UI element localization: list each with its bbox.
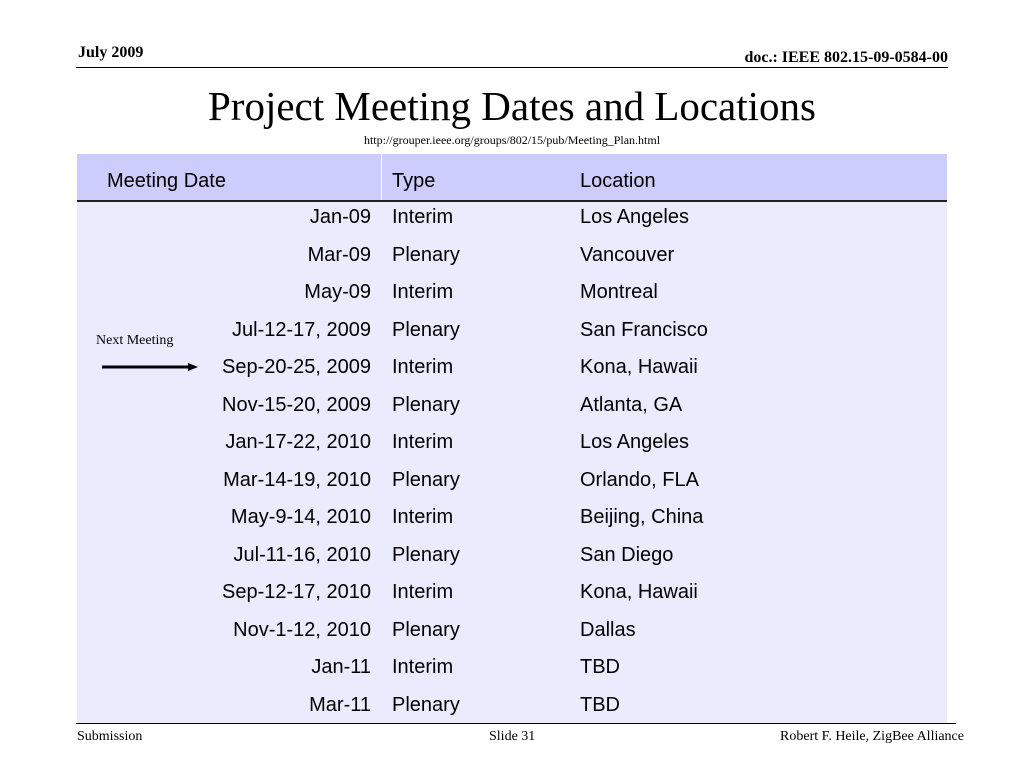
table-row	[77, 426, 947, 463]
meeting-type-cell: Plenary	[392, 318, 460, 341]
footer-rule	[76, 723, 956, 724]
slide-title: Project Meeting Dates and Locations	[208, 83, 816, 129]
meeting-type-cell: Plenary	[392, 618, 460, 641]
table-row	[77, 576, 947, 613]
footer-submission: Submission	[77, 729, 143, 744]
column-header-location: Location	[580, 170, 656, 192]
table-row	[77, 651, 947, 688]
meeting-date-cell: Jul-12-17, 2009	[232, 318, 371, 341]
meeting-date-cell: May-09	[304, 281, 371, 303]
table-row	[77, 314, 947, 351]
header-rule	[76, 67, 948, 68]
meeting-date-cell: Mar-14-19, 2010	[223, 468, 371, 491]
table-row	[77, 201, 947, 238]
column-header-type: Type	[392, 170, 436, 192]
meeting-location-cell: San Francisco	[580, 318, 708, 341]
meeting-type-cell: Plenary	[392, 243, 460, 266]
meeting-location-cell: Montreal	[580, 281, 658, 303]
meeting-type-cell: Plenary	[392, 543, 460, 566]
meeting-location-cell: San Diego	[580, 543, 674, 566]
meeting-location-cell: Kona, Hawaii	[580, 581, 698, 603]
table-row	[77, 689, 947, 726]
meeting-location-cell: Orlando, FLA	[580, 468, 699, 491]
next-meeting-label: Next Meeting	[96, 333, 174, 348]
meeting-location-cell: Vancouver	[580, 243, 675, 266]
meeting-plan-url: http://grouper.ieee.org/groups/802/15/pub/Meeting_Plan.html	[363, 133, 661, 147]
meeting-location-cell: Atlanta, GA	[580, 393, 683, 416]
footer-author: Robert F. Heile, ZigBee Alliance	[780, 729, 964, 744]
meeting-date-cell: Nov-1-12, 2010	[233, 618, 371, 641]
meeting-type-cell: Interim	[392, 206, 454, 228]
meeting-date-cell: Nov-15-20, 2009	[222, 393, 371, 416]
meeting-type-cell: Plenary	[392, 393, 460, 416]
meeting-date-cell: Jan-09	[309, 206, 371, 228]
table-header-row	[77, 154, 947, 202]
meeting-date-cell: Jan-11	[311, 656, 371, 678]
meeting-date-cell: Mar-09	[307, 243, 371, 266]
meeting-table	[77, 154, 947, 724]
meeting-location-cell: Los Angeles	[580, 431, 689, 453]
meeting-type-cell: Interim	[392, 281, 454, 303]
meeting-date-cell: May-9-14, 2010	[230, 506, 371, 528]
table-row	[77, 464, 947, 501]
meeting-location-cell: TBD	[580, 693, 620, 716]
table-row	[77, 239, 947, 276]
meeting-location-cell: Dallas	[580, 618, 636, 641]
footer-slide-number: Slide 31	[489, 729, 536, 744]
table-row	[77, 351, 947, 388]
table-row	[77, 389, 947, 426]
meeting-type-cell: Interim	[392, 506, 454, 528]
meeting-date-cell: Mar-11	[309, 693, 371, 716]
table-row	[77, 614, 947, 651]
meeting-location-cell: Kona, Hawaii	[580, 356, 698, 378]
meeting-type-cell: Plenary	[392, 693, 460, 716]
meeting-type-cell: Interim	[392, 431, 454, 453]
meeting-location-cell: Beijing, China	[580, 506, 704, 528]
table-row	[77, 276, 947, 313]
meeting-date-cell: Sep-12-17, 2010	[221, 581, 371, 603]
meeting-type-cell: Interim	[392, 356, 454, 378]
table-row	[77, 539, 947, 576]
column-divider	[381, 154, 382, 200]
meeting-type-cell: Plenary	[392, 468, 460, 491]
meeting-location-cell: Los Angeles	[580, 206, 689, 228]
next-meeting-arrow-icon	[100, 360, 200, 374]
meeting-date-cell: Jan-17-22, 2010	[225, 431, 371, 453]
header-date: July 2009	[78, 44, 144, 61]
column-header-meeting-date: Meeting Date	[107, 170, 226, 192]
meeting-date-cell: Sep-20-25, 2009	[221, 356, 371, 378]
meeting-type-cell: Interim	[392, 581, 454, 603]
meeting-type-cell: Interim	[392, 656, 454, 678]
header-doc-id: doc.: IEEE 802.15-09-0584-00	[744, 49, 948, 66]
meeting-location-cell: TBD	[580, 656, 620, 678]
meeting-date-cell: Jul-11-16, 2010	[233, 543, 371, 566]
table-row	[77, 501, 947, 538]
